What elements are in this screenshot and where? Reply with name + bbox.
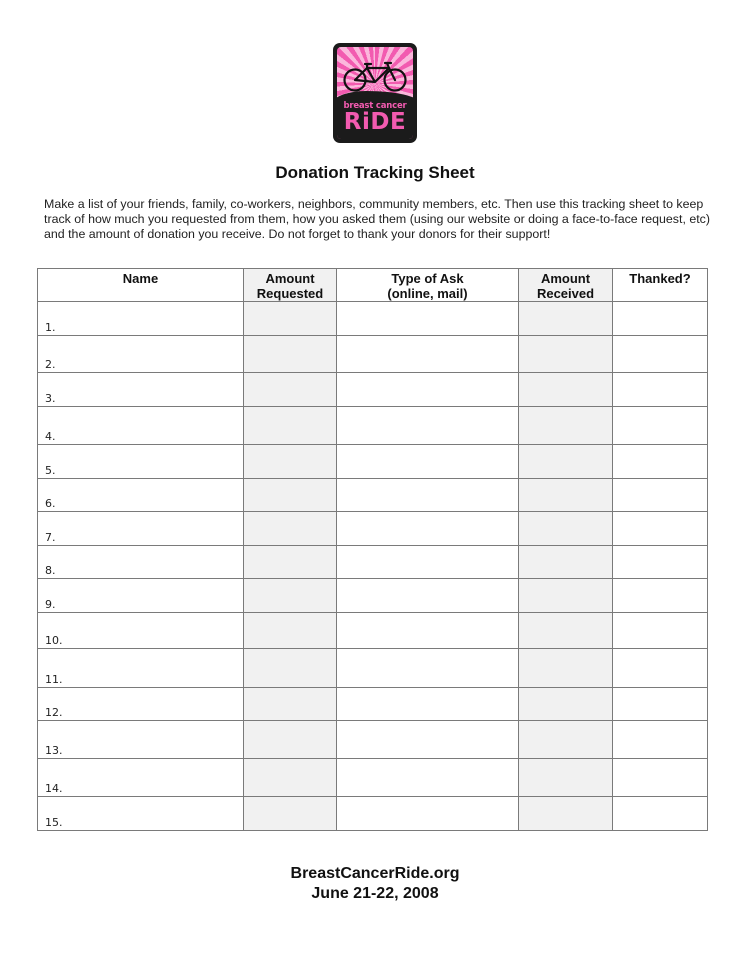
type-of-ask-cell[interactable] xyxy=(337,759,519,797)
table-row xyxy=(38,479,708,512)
type-of-ask-cell[interactable] xyxy=(337,407,519,445)
intro-paragraph: Make a list of your friends, family, co-workers, neighbors, community members, etc. Then use this tracking sheet to keep track of how much you requested from them, how you asked them (using our website or doing a face-to-face request, etc) and the amount of donation you receive. Do not forget to thank your donors for their support! xyxy=(44,197,710,241)
table-row xyxy=(38,649,708,688)
column-header-amount-requested: Amount Requested xyxy=(244,269,337,302)
page-title: Donation Tracking Sheet xyxy=(275,163,475,182)
footer xyxy=(0,864,750,904)
amount-requested-cell[interactable] xyxy=(244,336,337,373)
row-number: 1. xyxy=(45,321,56,334)
type-of-ask-cell[interactable] xyxy=(337,649,519,688)
name-cell[interactable] xyxy=(38,759,244,797)
amount-received-cell[interactable] xyxy=(519,336,613,373)
type-of-ask-cell[interactable] xyxy=(337,302,519,336)
amount-received-cell[interactable] xyxy=(519,512,613,546)
amount-requested-cell[interactable] xyxy=(244,649,337,688)
donation-tracking-table xyxy=(37,268,708,831)
type-of-ask-cell[interactable] xyxy=(337,579,519,613)
row-number: 5. xyxy=(45,464,56,477)
amount-requested-cell[interactable] xyxy=(244,479,337,512)
row-number: 9. xyxy=(45,598,56,611)
table-body xyxy=(38,302,708,831)
table-row xyxy=(38,759,708,797)
row-number: 12. xyxy=(45,706,63,719)
row-number: 2. xyxy=(45,358,56,371)
amount-received-cell[interactable] xyxy=(519,721,613,759)
thanked-cell[interactable] xyxy=(613,613,708,649)
amount-requested-cell[interactable] xyxy=(244,512,337,546)
row-number: 13. xyxy=(45,744,63,757)
row-number: 7. xyxy=(45,531,56,544)
name-cell[interactable] xyxy=(38,373,244,407)
column-header-thanked: Thanked? xyxy=(613,269,708,302)
amount-requested-cell[interactable] xyxy=(244,688,337,721)
thanked-cell[interactable] xyxy=(613,797,708,831)
amount-requested-cell[interactable] xyxy=(244,613,337,649)
column-header-amount-received: Amount Received xyxy=(519,269,613,302)
thanked-cell[interactable] xyxy=(613,649,708,688)
type-of-ask-cell[interactable] xyxy=(337,445,519,479)
amount-requested-cell[interactable] xyxy=(244,407,337,445)
amount-received-cell[interactable] xyxy=(519,407,613,445)
name-cell[interactable] xyxy=(38,407,244,445)
amount-received-cell[interactable] xyxy=(519,579,613,613)
thanked-cell[interactable] xyxy=(613,373,708,407)
type-of-ask-cell[interactable] xyxy=(337,373,519,407)
type-of-ask-cell[interactable] xyxy=(337,688,519,721)
logo-text-breast-cancer: breast cancer xyxy=(343,101,407,111)
row-number: 3. xyxy=(45,392,56,405)
name-cell[interactable] xyxy=(38,688,244,721)
amount-received-cell[interactable] xyxy=(519,688,613,721)
amount-requested-cell[interactable] xyxy=(244,579,337,613)
name-cell[interactable] xyxy=(38,721,244,759)
amount-requested-cell[interactable] xyxy=(244,546,337,579)
amount-received-cell[interactable] xyxy=(519,613,613,649)
column-header-name: Name xyxy=(38,269,244,302)
row-number: 8. xyxy=(45,564,56,577)
logo-sunburst-background xyxy=(337,47,413,139)
type-of-ask-cell[interactable] xyxy=(337,546,519,579)
thanked-cell[interactable] xyxy=(613,407,708,445)
table-row xyxy=(38,445,708,479)
table-row xyxy=(38,407,708,445)
name-cell[interactable] xyxy=(38,512,244,546)
name-cell[interactable] xyxy=(38,579,244,613)
table-row xyxy=(38,512,708,546)
table-row xyxy=(38,613,708,649)
type-of-ask-cell[interactable] xyxy=(337,479,519,512)
name-cell[interactable] xyxy=(38,302,244,336)
name-cell[interactable] xyxy=(38,613,244,649)
table-row xyxy=(38,688,708,721)
table-row xyxy=(38,579,708,613)
footer-website: BreastCancerRide.org xyxy=(290,865,460,882)
amount-requested-cell[interactable] xyxy=(244,797,337,831)
amount-requested-cell[interactable] xyxy=(244,373,337,407)
thanked-cell[interactable] xyxy=(613,688,708,721)
name-cell[interactable] xyxy=(38,797,244,831)
table-row xyxy=(38,336,708,373)
type-of-ask-cell[interactable] xyxy=(337,797,519,831)
amount-received-cell[interactable] xyxy=(519,797,613,831)
thanked-cell[interactable] xyxy=(613,302,708,336)
thanked-cell[interactable] xyxy=(613,445,708,479)
thanked-cell[interactable] xyxy=(613,721,708,759)
amount-received-cell[interactable] xyxy=(519,759,613,797)
table-row xyxy=(38,373,708,407)
amount-received-cell[interactable] xyxy=(519,546,613,579)
column-header-type-of-ask: Type of Ask (online, mail) xyxy=(337,269,519,302)
thanked-cell[interactable] xyxy=(613,336,708,373)
amount-requested-cell[interactable] xyxy=(244,759,337,797)
type-of-ask-cell[interactable] xyxy=(337,336,519,373)
amount-received-cell[interactable] xyxy=(519,373,613,407)
thanked-cell[interactable] xyxy=(613,759,708,797)
row-number: 11. xyxy=(45,673,63,686)
name-cell[interactable] xyxy=(38,649,244,688)
type-of-ask-cell[interactable] xyxy=(337,721,519,759)
amount-requested-cell[interactable] xyxy=(244,445,337,479)
row-number: 14. xyxy=(45,782,63,795)
type-of-ask-cell[interactable] xyxy=(337,512,519,546)
row-number: 15. xyxy=(45,816,63,829)
amount-received-cell[interactable] xyxy=(519,649,613,688)
thanked-cell[interactable] xyxy=(613,479,708,512)
footer-dates: June 21-22, 2008 xyxy=(311,885,439,902)
thanked-cell[interactable] xyxy=(613,579,708,613)
table-row xyxy=(38,797,708,831)
amount-received-cell[interactable] xyxy=(519,445,613,479)
row-number: 4. xyxy=(45,430,56,443)
thanked-cell[interactable] xyxy=(613,512,708,546)
name-cell[interactable] xyxy=(38,479,244,512)
table-row xyxy=(38,302,708,336)
breast-cancer-ride-logo xyxy=(333,43,417,143)
logo-text-ride: RiDE xyxy=(343,109,407,135)
type-of-ask-cell[interactable] xyxy=(337,613,519,649)
row-number: 10. xyxy=(45,634,63,647)
amount-received-cell[interactable] xyxy=(519,479,613,512)
amount-received-cell[interactable] xyxy=(519,302,613,336)
name-cell[interactable] xyxy=(38,546,244,579)
table-row xyxy=(38,721,708,759)
name-cell[interactable] xyxy=(38,336,244,373)
thanked-cell[interactable] xyxy=(613,546,708,579)
table-row xyxy=(38,546,708,579)
row-number: 6. xyxy=(45,497,56,510)
table-header-row xyxy=(38,269,708,302)
amount-requested-cell[interactable] xyxy=(244,302,337,336)
amount-requested-cell[interactable] xyxy=(244,721,337,759)
bicycle-icon xyxy=(341,60,409,92)
name-cell[interactable] xyxy=(38,445,244,479)
